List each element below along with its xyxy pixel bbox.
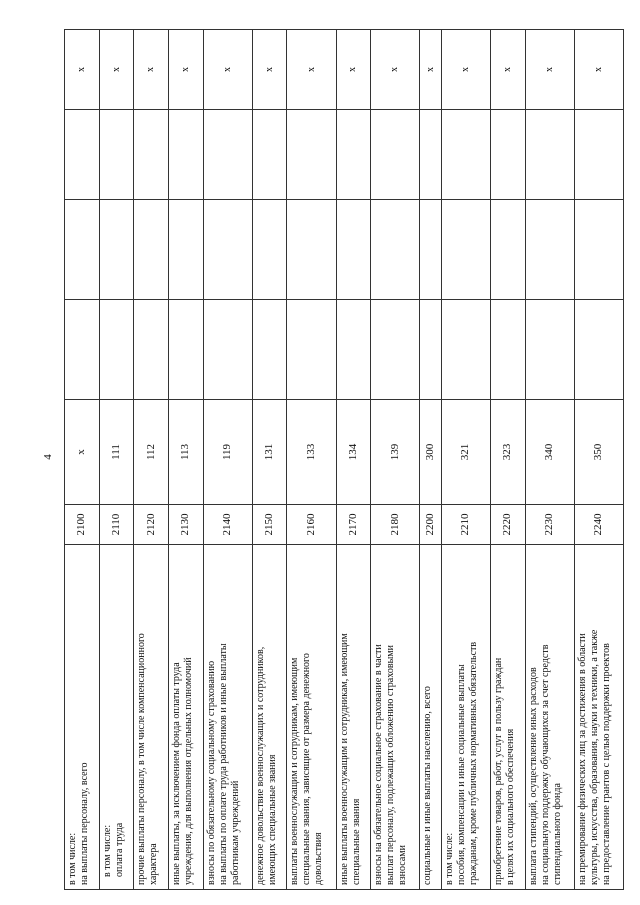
row-label-line: оплата труда <box>113 822 125 877</box>
row-label-line: выплаты военнослужащим и сотрудникам, имеющим <box>289 657 301 885</box>
row-label-line: прочие выплаты персоналу, в том числе компенсационного <box>136 633 148 885</box>
row-last-value: x <box>420 30 442 110</box>
row-code: 2120 <box>134 505 169 545</box>
row-label <box>65 545 100 890</box>
empty-cell <box>574 200 623 300</box>
empty-cell <box>287 300 336 400</box>
row-label-line: гражданам, кроме публичных нормативных обязательств <box>468 641 480 885</box>
expenses-table <box>64 29 624 890</box>
row-label <box>252 545 287 890</box>
row-code: 2100 <box>65 505 100 545</box>
row-last-value: x <box>371 30 420 110</box>
empty-cell <box>134 200 169 300</box>
empty-cell <box>336 110 371 200</box>
row-label-line: приобретение товаров, работ, услуг в пользу граждан <box>493 657 505 885</box>
empty-cell <box>65 200 100 300</box>
row-label-line: на предоставление грантов с целью поддержки проектов <box>600 643 612 885</box>
empty-cell <box>420 300 442 400</box>
row-label-line: в том числе: <box>444 832 456 885</box>
empty-cell <box>287 110 336 200</box>
row-label-line: характера <box>148 843 160 885</box>
row-last-value: x <box>99 30 134 110</box>
table-row <box>442 30 491 890</box>
table-row <box>491 30 526 890</box>
row-label <box>442 545 491 890</box>
empty-cell <box>169 200 204 300</box>
table-row <box>99 30 134 890</box>
table-row <box>252 30 287 890</box>
table-body <box>65 30 624 890</box>
empty-cell <box>134 300 169 400</box>
table-row <box>287 30 336 890</box>
row-label-line: в том числе: <box>101 824 113 877</box>
table-row <box>420 30 442 890</box>
row-label <box>287 545 336 890</box>
empty-cell <box>442 110 491 200</box>
row-last-value: x <box>203 30 252 110</box>
empty-cell <box>65 110 100 200</box>
row-label-line: иные выплаты военнослужащим и сотрудникам, имеющим <box>338 633 350 885</box>
empty-cell <box>203 200 252 300</box>
row-last-value: x <box>169 30 204 110</box>
row-kosgu: 112 <box>134 400 169 505</box>
row-label-line: выплат персоналу, подлежащих обложению страховыми <box>385 645 397 885</box>
empty-cell <box>442 300 491 400</box>
row-label <box>203 545 252 890</box>
table-row <box>336 30 371 890</box>
row-label-line: на премирование физических лиц за достижения в области <box>576 633 588 885</box>
empty-cell <box>371 110 420 200</box>
row-label <box>134 545 169 890</box>
row-label-line: на социальную поддержку обучающихся за счет средств <box>539 644 551 885</box>
row-last-value: x <box>336 30 371 110</box>
row-label <box>491 545 526 890</box>
row-kosgu: 111 <box>99 400 134 505</box>
table-row <box>169 30 204 890</box>
row-kosgu: 139 <box>371 400 420 505</box>
empty-cell <box>169 110 204 200</box>
row-code: 2130 <box>169 505 204 545</box>
table-row <box>65 30 100 890</box>
empty-cell <box>525 110 574 200</box>
empty-cell <box>371 200 420 300</box>
row-label-line: взносы на обязательное социальное страхование в части <box>373 644 385 885</box>
row-last-value: x <box>287 30 336 110</box>
row-kosgu: 113 <box>169 400 204 505</box>
row-label <box>574 545 623 890</box>
empty-cell <box>252 200 287 300</box>
empty-cell <box>287 200 336 300</box>
row-label-line: на выплаты персоналу, всего <box>79 762 90 885</box>
row-last-value: x <box>252 30 287 110</box>
empty-cell <box>65 300 100 400</box>
row-code: 2210 <box>442 505 491 545</box>
empty-cell <box>203 300 252 400</box>
empty-cell <box>491 200 526 300</box>
empty-cell <box>574 300 623 400</box>
row-kosgu: x <box>65 400 100 505</box>
row-last-value: x <box>65 30 100 110</box>
empty-cell <box>203 110 252 200</box>
empty-cell <box>252 110 287 200</box>
row-label-line: выплата стипендий, осуществление иных расходов <box>527 667 539 885</box>
row-label-line: в целях их социального обеспечения <box>505 728 517 885</box>
table-row <box>371 30 420 890</box>
row-label-line: имеющих специальные звания <box>266 754 278 885</box>
page-number: 4 <box>42 454 54 460</box>
row-kosgu: 323 <box>491 400 526 505</box>
row-last-value: x <box>134 30 169 110</box>
empty-cell <box>134 110 169 200</box>
row-kosgu: 321 <box>442 400 491 505</box>
row-label-line: взносы по обязательному социальному страхованию <box>205 660 217 885</box>
empty-cell <box>442 200 491 300</box>
row-kosgu: 134 <box>336 400 371 505</box>
row-code: 2240 <box>574 505 623 545</box>
empty-cell <box>491 110 526 200</box>
row-last-value: x <box>525 30 574 110</box>
row-code: 2160 <box>287 505 336 545</box>
empty-cell <box>252 300 287 400</box>
empty-cell <box>371 300 420 400</box>
empty-cell <box>491 300 526 400</box>
row-label-line: на выплаты по оплате труда работников и иные выплаты <box>217 643 229 885</box>
row-label-line: взносами <box>397 845 409 885</box>
row-code: 2230 <box>525 505 574 545</box>
row-label-line: работникам учреждений <box>229 780 241 885</box>
row-label-line: денежное довольствие военнослужащих и сотрудников, <box>254 646 266 885</box>
empty-cell <box>574 110 623 200</box>
row-kosgu: 133 <box>287 400 336 505</box>
row-label-line: специальные звания, зависящие от размера денежного <box>301 653 313 885</box>
row-label <box>371 545 420 890</box>
empty-cell <box>420 110 442 200</box>
row-label <box>420 545 442 890</box>
empty-cell <box>336 300 371 400</box>
row-label <box>336 545 371 890</box>
table-row <box>134 30 169 890</box>
row-label-line: специальные звания <box>350 798 362 885</box>
row-label-line: довольствия <box>313 832 325 885</box>
row-code: 2200 <box>420 505 442 545</box>
row-label <box>99 545 134 890</box>
table-row <box>203 30 252 890</box>
row-label-line: социальные и иные выплаты населению, всего <box>422 686 434 885</box>
row-kosgu: 300 <box>420 400 442 505</box>
table-row <box>525 30 574 890</box>
table-row <box>574 30 623 890</box>
row-kosgu: 119 <box>203 400 252 505</box>
row-label <box>525 545 574 890</box>
row-label <box>169 545 204 890</box>
row-label-line: иные выплаты, за исключением фонда оплаты труда <box>171 662 183 885</box>
empty-cell <box>525 200 574 300</box>
row-kosgu: 131 <box>252 400 287 505</box>
row-kosgu: 340 <box>525 400 574 505</box>
row-last-value: x <box>442 30 491 110</box>
row-label-line: стипендиального фонда <box>551 783 563 885</box>
row-kosgu: 350 <box>574 400 623 505</box>
row-last-value: x <box>574 30 623 110</box>
row-code: 2180 <box>371 505 420 545</box>
row-code: 2110 <box>99 505 134 545</box>
empty-cell <box>99 110 134 200</box>
row-label-line: культуры, искусства, образования, науки и техники, а также <box>588 629 600 885</box>
row-label-line: пособия, компенсации и иные социальные выплаты <box>456 664 468 885</box>
row-code: 2150 <box>252 505 287 545</box>
rotated-table-wrapper <box>64 30 624 890</box>
row-last-value: x <box>491 30 526 110</box>
empty-cell <box>99 200 134 300</box>
empty-cell <box>336 200 371 300</box>
empty-cell <box>99 300 134 400</box>
row-code: 2220 <box>491 505 526 545</box>
row-code: 2140 <box>203 505 252 545</box>
row-code: 2170 <box>336 505 371 545</box>
empty-cell <box>420 200 442 300</box>
row-label-line: в том числе: <box>67 832 78 885</box>
empty-cell <box>525 300 574 400</box>
empty-cell <box>169 300 204 400</box>
row-label-line: учреждения, для выполнения отдельных полномочий <box>183 657 195 885</box>
